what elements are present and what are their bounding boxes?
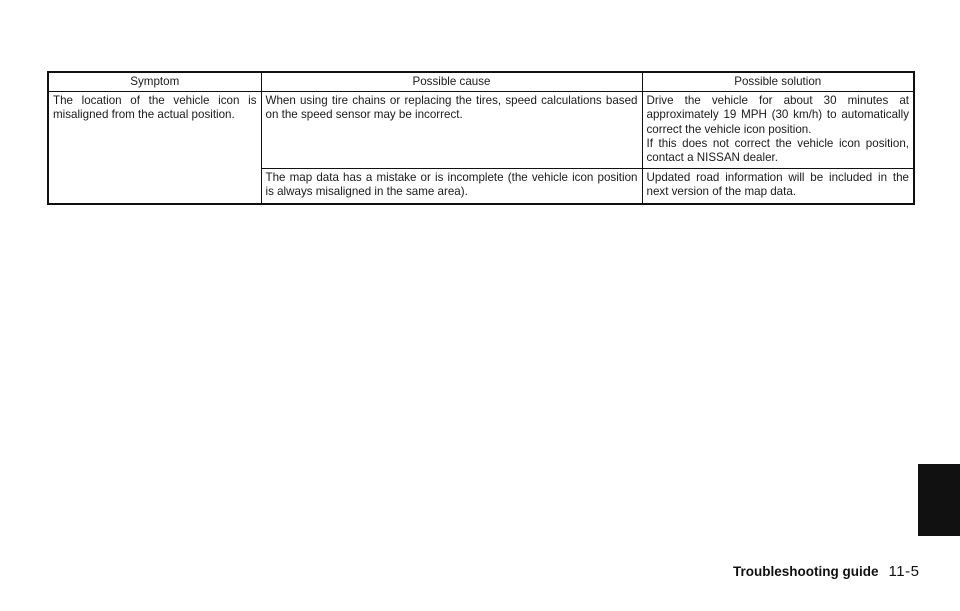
solution-line: Drive the vehicle for about 30 minutes at approximately 19 MPH (30 km/h) to automatically correct the vehicle icon position.	[646, 94, 909, 136]
symptom-cell: The location of the vehicle icon is misaligned from the actual position.	[48, 92, 261, 204]
table-row	[48, 92, 914, 169]
page-footer	[733, 563, 919, 580]
cause-cell: The map data has a mistake or is incomplete (the vehicle icon position is always misaligned in the same area).	[261, 169, 642, 204]
header-symptom: Symptom	[48, 72, 261, 92]
solution-line: If this does not correct the vehicle icon position, contact a NISSAN dealer.	[646, 136, 909, 165]
cause-cell: When using tire chains or replacing the tires, speed calculations based on the speed sensor may be incorrect.	[261, 92, 642, 169]
table-header-row	[48, 72, 914, 92]
header-possible-cause: Possible cause	[261, 72, 642, 92]
section-title: Troubleshooting guide	[733, 564, 879, 579]
section-tab-marker	[918, 464, 960, 536]
header-possible-solution: Possible solution	[642, 72, 914, 92]
solution-line: Updated road information will be included in the next version of the map data.	[646, 171, 909, 199]
page-number: 11-5	[888, 563, 920, 580]
solution-cell	[642, 169, 914, 204]
solution-cell	[642, 92, 914, 169]
troubleshooting-table	[47, 71, 915, 205]
